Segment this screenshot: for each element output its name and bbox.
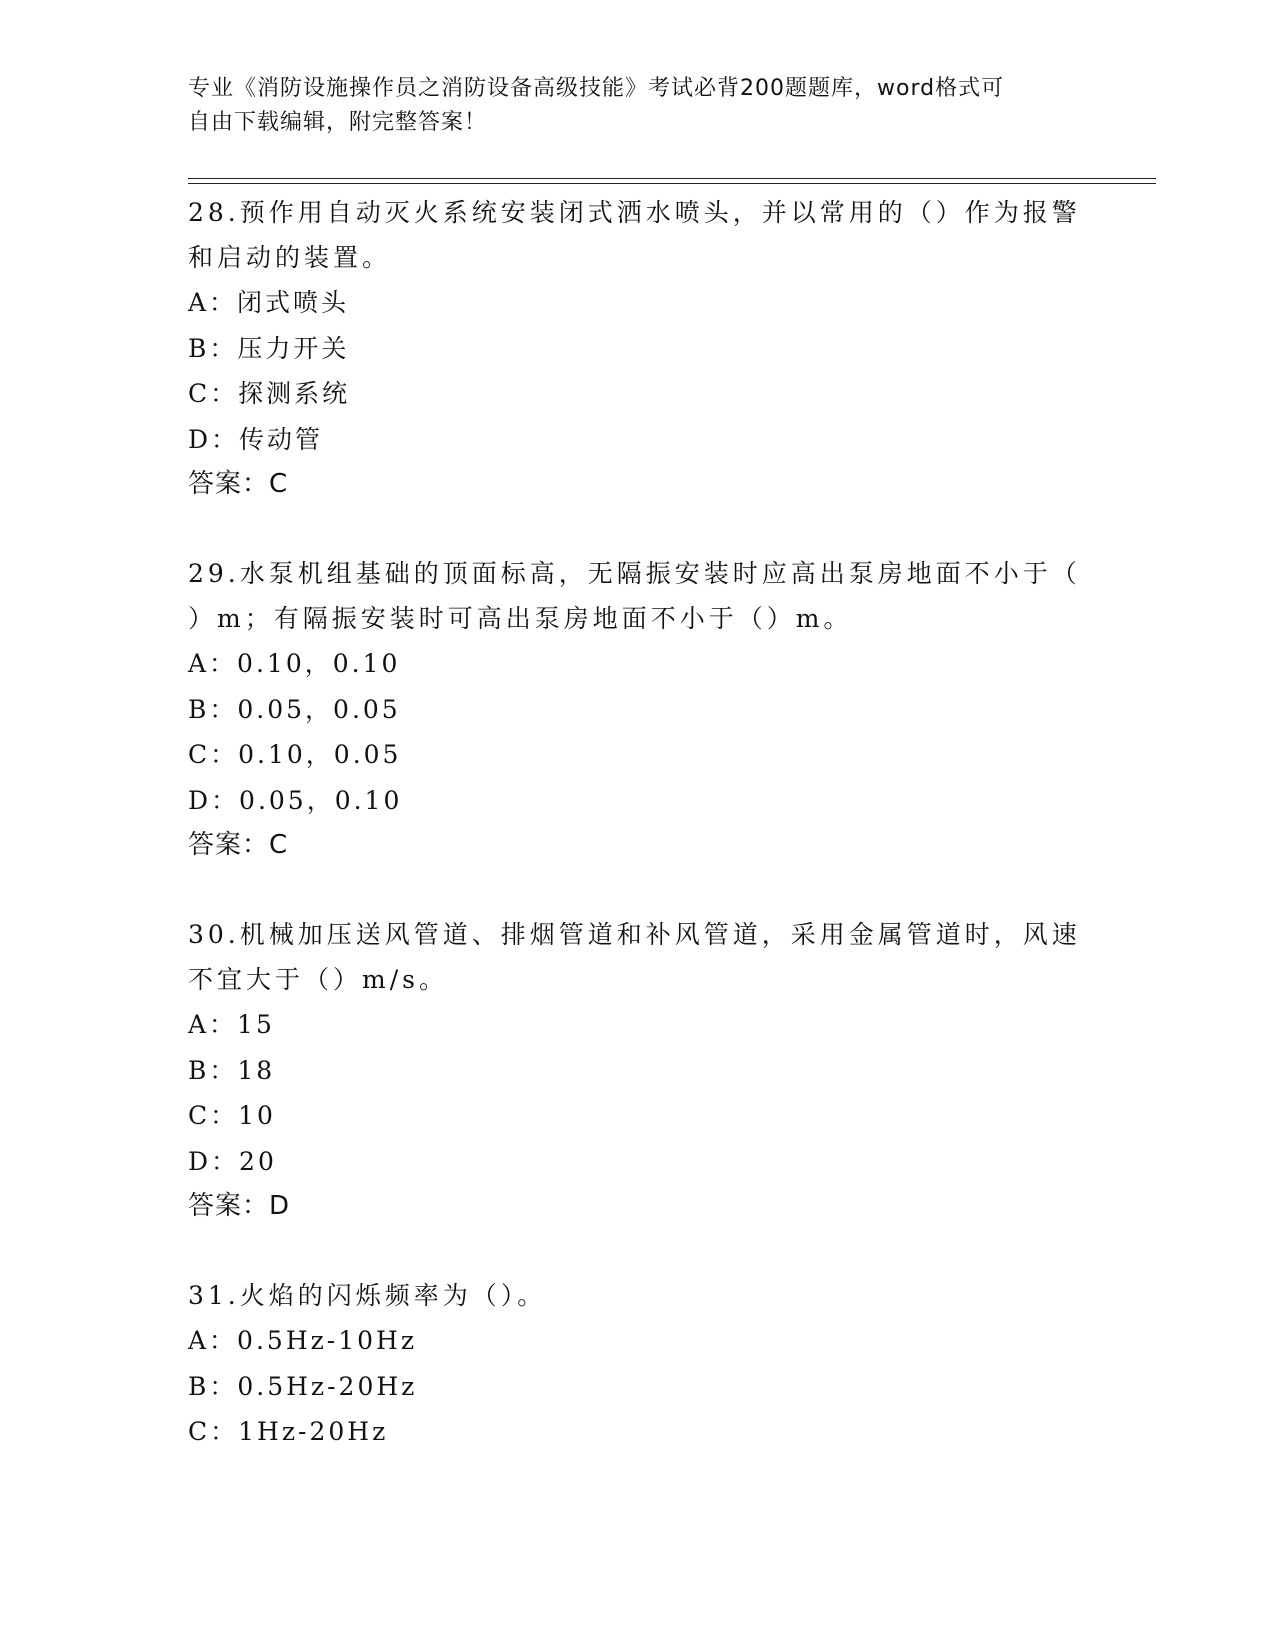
question-stem [188, 190, 1088, 280]
option-a: A：0.5Hz-10Hz [188, 1326, 418, 1355]
option-a: A：0.10，0.10 [188, 649, 401, 678]
header-divider-top [188, 178, 1156, 179]
question-31 [188, 1273, 1088, 1455]
option-b: B：0.05，0.05 [188, 694, 401, 724]
header-divider-bottom [188, 183, 1156, 184]
answer-label: 答案：C [188, 830, 289, 860]
question-stem [188, 551, 1088, 641]
option-d: D：传动管 [188, 424, 324, 454]
option-b: B：18 [188, 1055, 276, 1085]
header-line-2: 自由下载编辑，附完整答案！ [188, 110, 488, 135]
question-29 [188, 551, 1088, 868]
header-line-1: 专业《消防设施操作员之消防设备高级技能》考试必背200题题库，word格式可 [188, 76, 1005, 101]
answer-label: 答案：C [188, 469, 289, 499]
option-b: B：0.5Hz-20Hz [188, 1371, 418, 1401]
option-c: C：10 [188, 1101, 276, 1130]
document-header [188, 72, 1068, 140]
option-c: C：探测系统 [188, 379, 351, 408]
question-stem [188, 1273, 1088, 1318]
question-list [188, 190, 1088, 1499]
option-a: A：闭式喷头 [188, 288, 350, 317]
option-c: C：0.10，0.05 [188, 740, 402, 769]
question-stem-line-1: 30.机械加压送风管道、排烟管道和补风管道，采用金属管道时，风速 [188, 920, 1081, 949]
question-stem [188, 912, 1088, 1002]
question-stem-line-2: ）m；有隔振安装时可高出泵房地面不小于（）m。 [188, 604, 853, 633]
question-stem-line-2: 不宜大于（）m/s。 [188, 965, 448, 994]
option-c: C：1Hz-20Hz [188, 1417, 389, 1446]
question-stem-line-1: 28.预作用自动灭火系统安装闭式洒水喷头，并以常用的（）作为报警 [188, 198, 1081, 227]
option-a: A：15 [188, 1010, 275, 1039]
question-stem-line-1: 29.水泵机组基础的顶面标高，无隔振安装时应高出泵房地面不小于（ [188, 559, 1081, 588]
question-30 [188, 912, 1088, 1229]
option-b: B：压力开关 [188, 333, 350, 363]
question-28 [188, 190, 1088, 507]
option-d: D：20 [188, 1146, 277, 1176]
question-stem-line-2: 和启动的装置。 [188, 243, 392, 272]
answer-label: 答案：D [188, 1191, 291, 1221]
question-stem-line-1: 31.火焰的闪烁频率为（）。 [188, 1281, 547, 1310]
option-d: D：0.05，0.10 [188, 785, 403, 815]
